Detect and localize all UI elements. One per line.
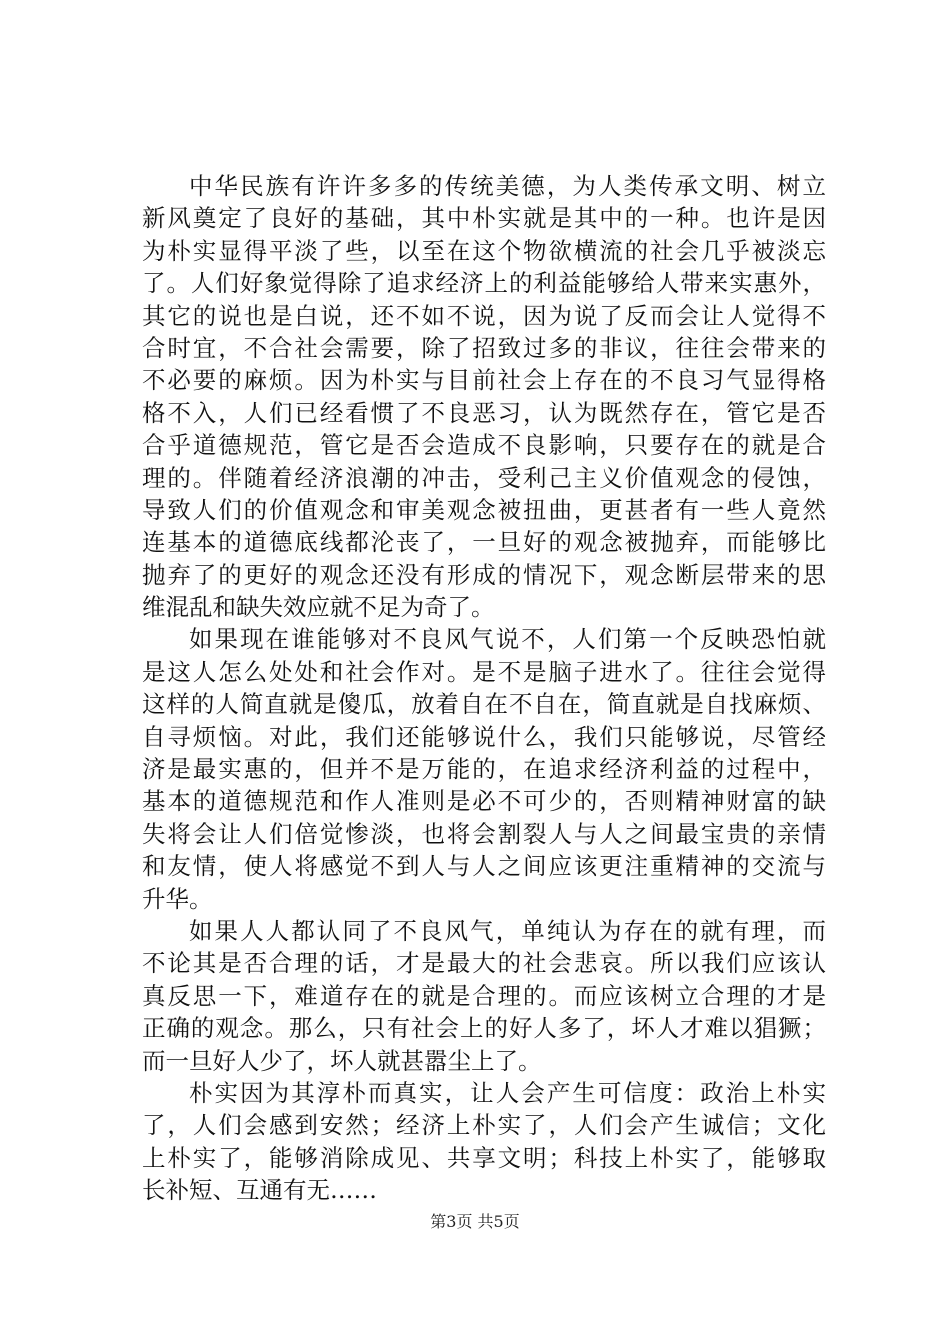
paragraph (142, 623, 826, 915)
text-line: 济是最实惠的，但并不是万能的，在追求经济利益的过程中， (142, 755, 826, 784)
text-line: 这样的人简直就是傻瓜，放着自在不自在，简直就是自找麻烦、 (142, 690, 826, 719)
paragraph (142, 1077, 826, 1207)
page-number-footer: 第3页 共5页 (430, 1212, 520, 1231)
text-line: 上朴实了，能够消除成见、共享文明；科技上朴实了，能够取 (142, 1143, 826, 1172)
text-line: 维混乱和缺失效应就不足为奇了。 (142, 593, 495, 622)
text-line: 基本的道德规范和作人准则是必不可少的，否则精神财富的缺 (142, 787, 826, 816)
text-line: 了，人们会感到安然；经济上朴实了，人们会产生诚信；文化 (142, 1111, 826, 1140)
text-line: 不论其是否合理的话，才是最大的社会悲哀。所以我们应该认 (142, 949, 826, 978)
text-line: 理的。伴随着经济浪潮的冲击，受利己主义价值观念的侵蚀， (142, 463, 826, 492)
text-line: 长补短、互通有无…… (142, 1176, 377, 1205)
text-line: 自寻烦恼。对此，我们还能够说什么，我们只能够说，尽管经 (142, 722, 826, 751)
text-line: 和友情，使人将感觉不到人与人之间应该更注重精神的交流与 (142, 852, 826, 881)
text-line: 失将会让人们倍觉惨淡，也将会割裂人与人之间最宝贵的亲情 (142, 819, 826, 848)
text-line: 朴实因为其淳朴而真实，让人会产生可信度：政治上朴实 (189, 1078, 826, 1107)
text-line: 而一旦好人少了，坏人就甚嚣尘上了。 (142, 1046, 542, 1075)
text-line: 合乎道德规范，管它是否会造成不良影响，只要存在的就是合 (142, 431, 826, 460)
text-line: 合时宜，不合社会需要，除了招致过多的非议，往往会带来的 (142, 333, 826, 362)
text-line: 不必要的麻烦。因为朴实与目前社会上存在的不良习气显得格 (142, 366, 826, 395)
text-line: 了。人们好象觉得除了追求经济上的利益能够给人带来实惠外， (142, 269, 826, 298)
paragraph (142, 170, 826, 623)
text-line: 如果人人都认同了不良风气，单纯认为存在的就有理，而 (189, 916, 826, 945)
document-body (142, 170, 826, 1207)
text-line: 连基本的道德底线都沦丧了，一旦好的观念被抛弃，而能够比 (142, 528, 826, 557)
text-line: 正确的观念。那么，只有社会上的好人多了，坏人才难以猖獗； (142, 1014, 826, 1043)
text-line: 真反思一下，难道存在的就是合理的。而应该树立合理的才是 (142, 981, 826, 1010)
text-line: 中华民族有许许多多的传统美德，为人类传承文明、树立 (189, 172, 826, 200)
text-line: 为朴实显得平淡了些，以至在这个物欲横流的社会几乎被淡忘 (142, 236, 826, 265)
text-line: 是这人怎么处处和社会作对。是不是脑子进水了。往往会觉得 (142, 657, 826, 686)
text-line: 如果现在谁能够对不良风气说不，人们第一个反映恐怕就 (189, 625, 826, 654)
text-line: 新风奠定了良好的基础，其中朴实就是其中的一种。也许是因 (142, 204, 826, 233)
text-line: 升华。 (142, 884, 213, 913)
paragraph (142, 915, 826, 1077)
text-line: 导致人们的价值观念和审美观念被扭曲，更甚者有一些人竟然 (142, 495, 826, 524)
text-line: 格不入，人们已经看惯了不良恶习，认为既然存在，管它是否 (142, 398, 826, 427)
text-line: 抛弃了的更好的观念还没有形成的情况下，观念断层带来的思 (142, 560, 826, 589)
text-line: 其它的说也是白说，还不如不说，因为说了反而会让人觉得不 (142, 301, 826, 330)
